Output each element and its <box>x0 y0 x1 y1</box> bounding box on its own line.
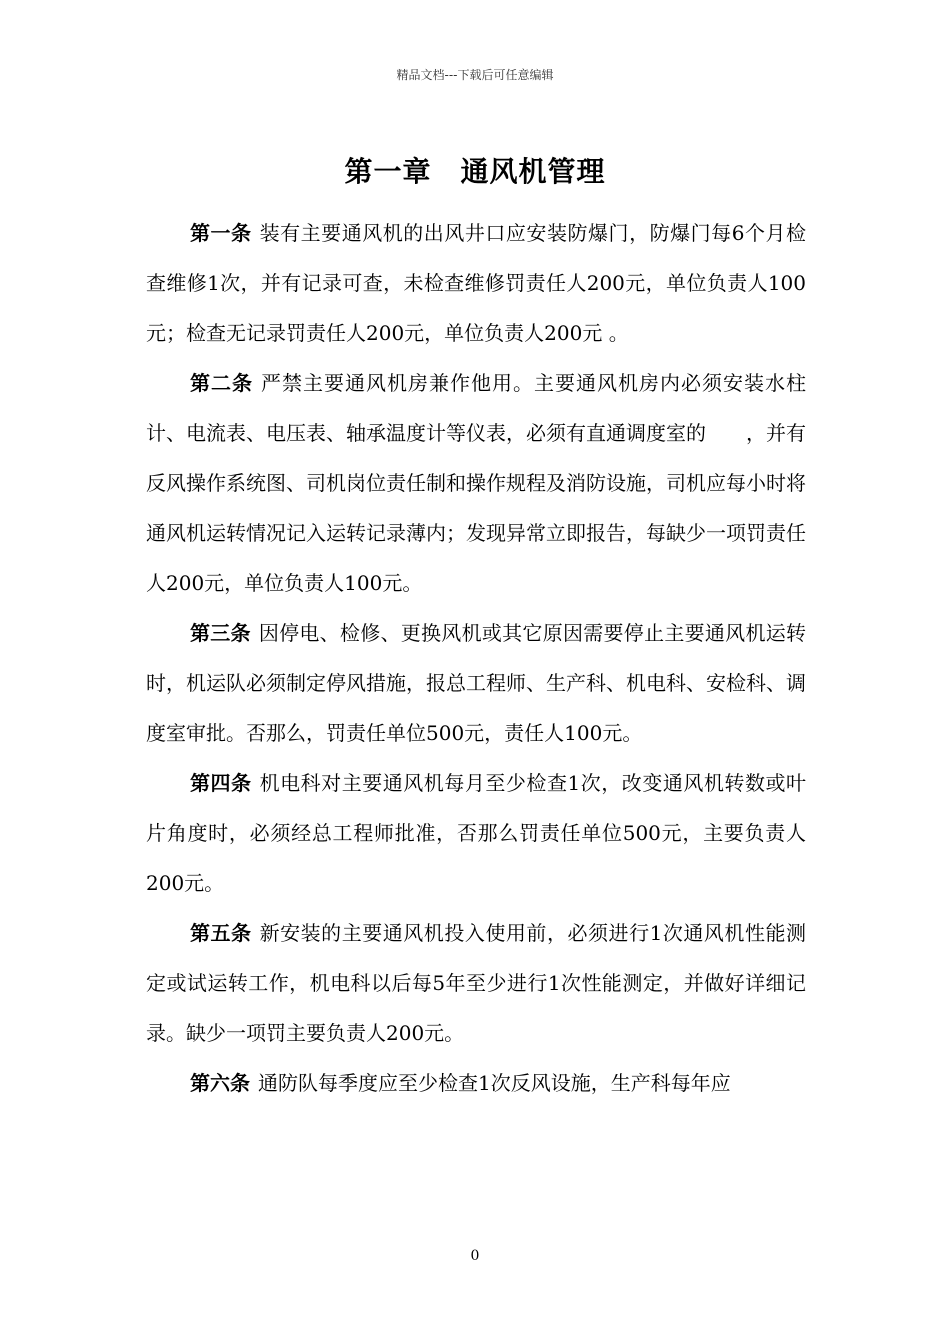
article-label: 第六条 <box>190 1071 250 1095</box>
page-header: 精品文档---下载后可任意编辑 <box>396 68 554 82</box>
article-label: 第四条 <box>190 771 252 795</box>
article-text: 通防队每季度应至少检查1次反风设施，生产科每年应 <box>258 1071 731 1095</box>
article-5 <box>146 908 806 1058</box>
article-label: 第三条 <box>190 621 251 645</box>
chapter-title: 第一章 通风机管理 <box>344 155 606 188</box>
article-2 <box>146 358 806 608</box>
article-text: 新安装的主要通风机投入使用前，必须进行1次通风机性能测定或试运转工作，机电科以后每5年至少进行1次性能测定，并做好详细记录。缺少一项罚主要负责人200元。 <box>146 921 807 1045</box>
article-text: 装有主要通风机的出风井口应安装防爆门，防爆门每6个月检查维修1次，并有记录可查，未检查维修罚责任人200元，单位负责人100元；检查无记录罚责任人200元，单位负责人200元 。 <box>146 221 807 345</box>
article-label: 第一条 <box>190 221 252 245</box>
article-1 <box>146 208 806 358</box>
article-text: 机电科对主要通风机每月至少检查1次，改变通风机转数或叶片角度时，必须经总工程师批准，否那么罚责任单位500元，主要负责人200元。 <box>146 771 807 895</box>
article-label: 第二条 <box>190 371 253 395</box>
document-body <box>146 208 806 1108</box>
article-label: 第五条 <box>190 921 252 945</box>
article-6 <box>146 1058 806 1108</box>
article-text: 因停电、检修、更换风机或其它原因需要停止主要通风机运转时，机运队必须制定停风措施，报总工程师、生产科、机电科、安检科、调度室审批。否那么，罚责任单位500元，责任人100元。 <box>146 621 807 745</box>
article-4 <box>146 758 806 908</box>
article-text: 严禁主要通风机房兼作他用。主要通风机房内必须安装水柱计、电流表、电压表、轴承温度计等仪表，必须有直通调度室的 ，并有反风操作系统图、司机岗位责任制和操作规程及消防设施，司机应每小时将通风机运转情况记入运转记录薄内；发现异常立即报告，每缺少一项罚责任人200元，单位负责人100元。 <box>146 371 806 595</box>
page-number: 0 <box>470 1248 480 1264</box>
article-3 <box>146 608 806 758</box>
